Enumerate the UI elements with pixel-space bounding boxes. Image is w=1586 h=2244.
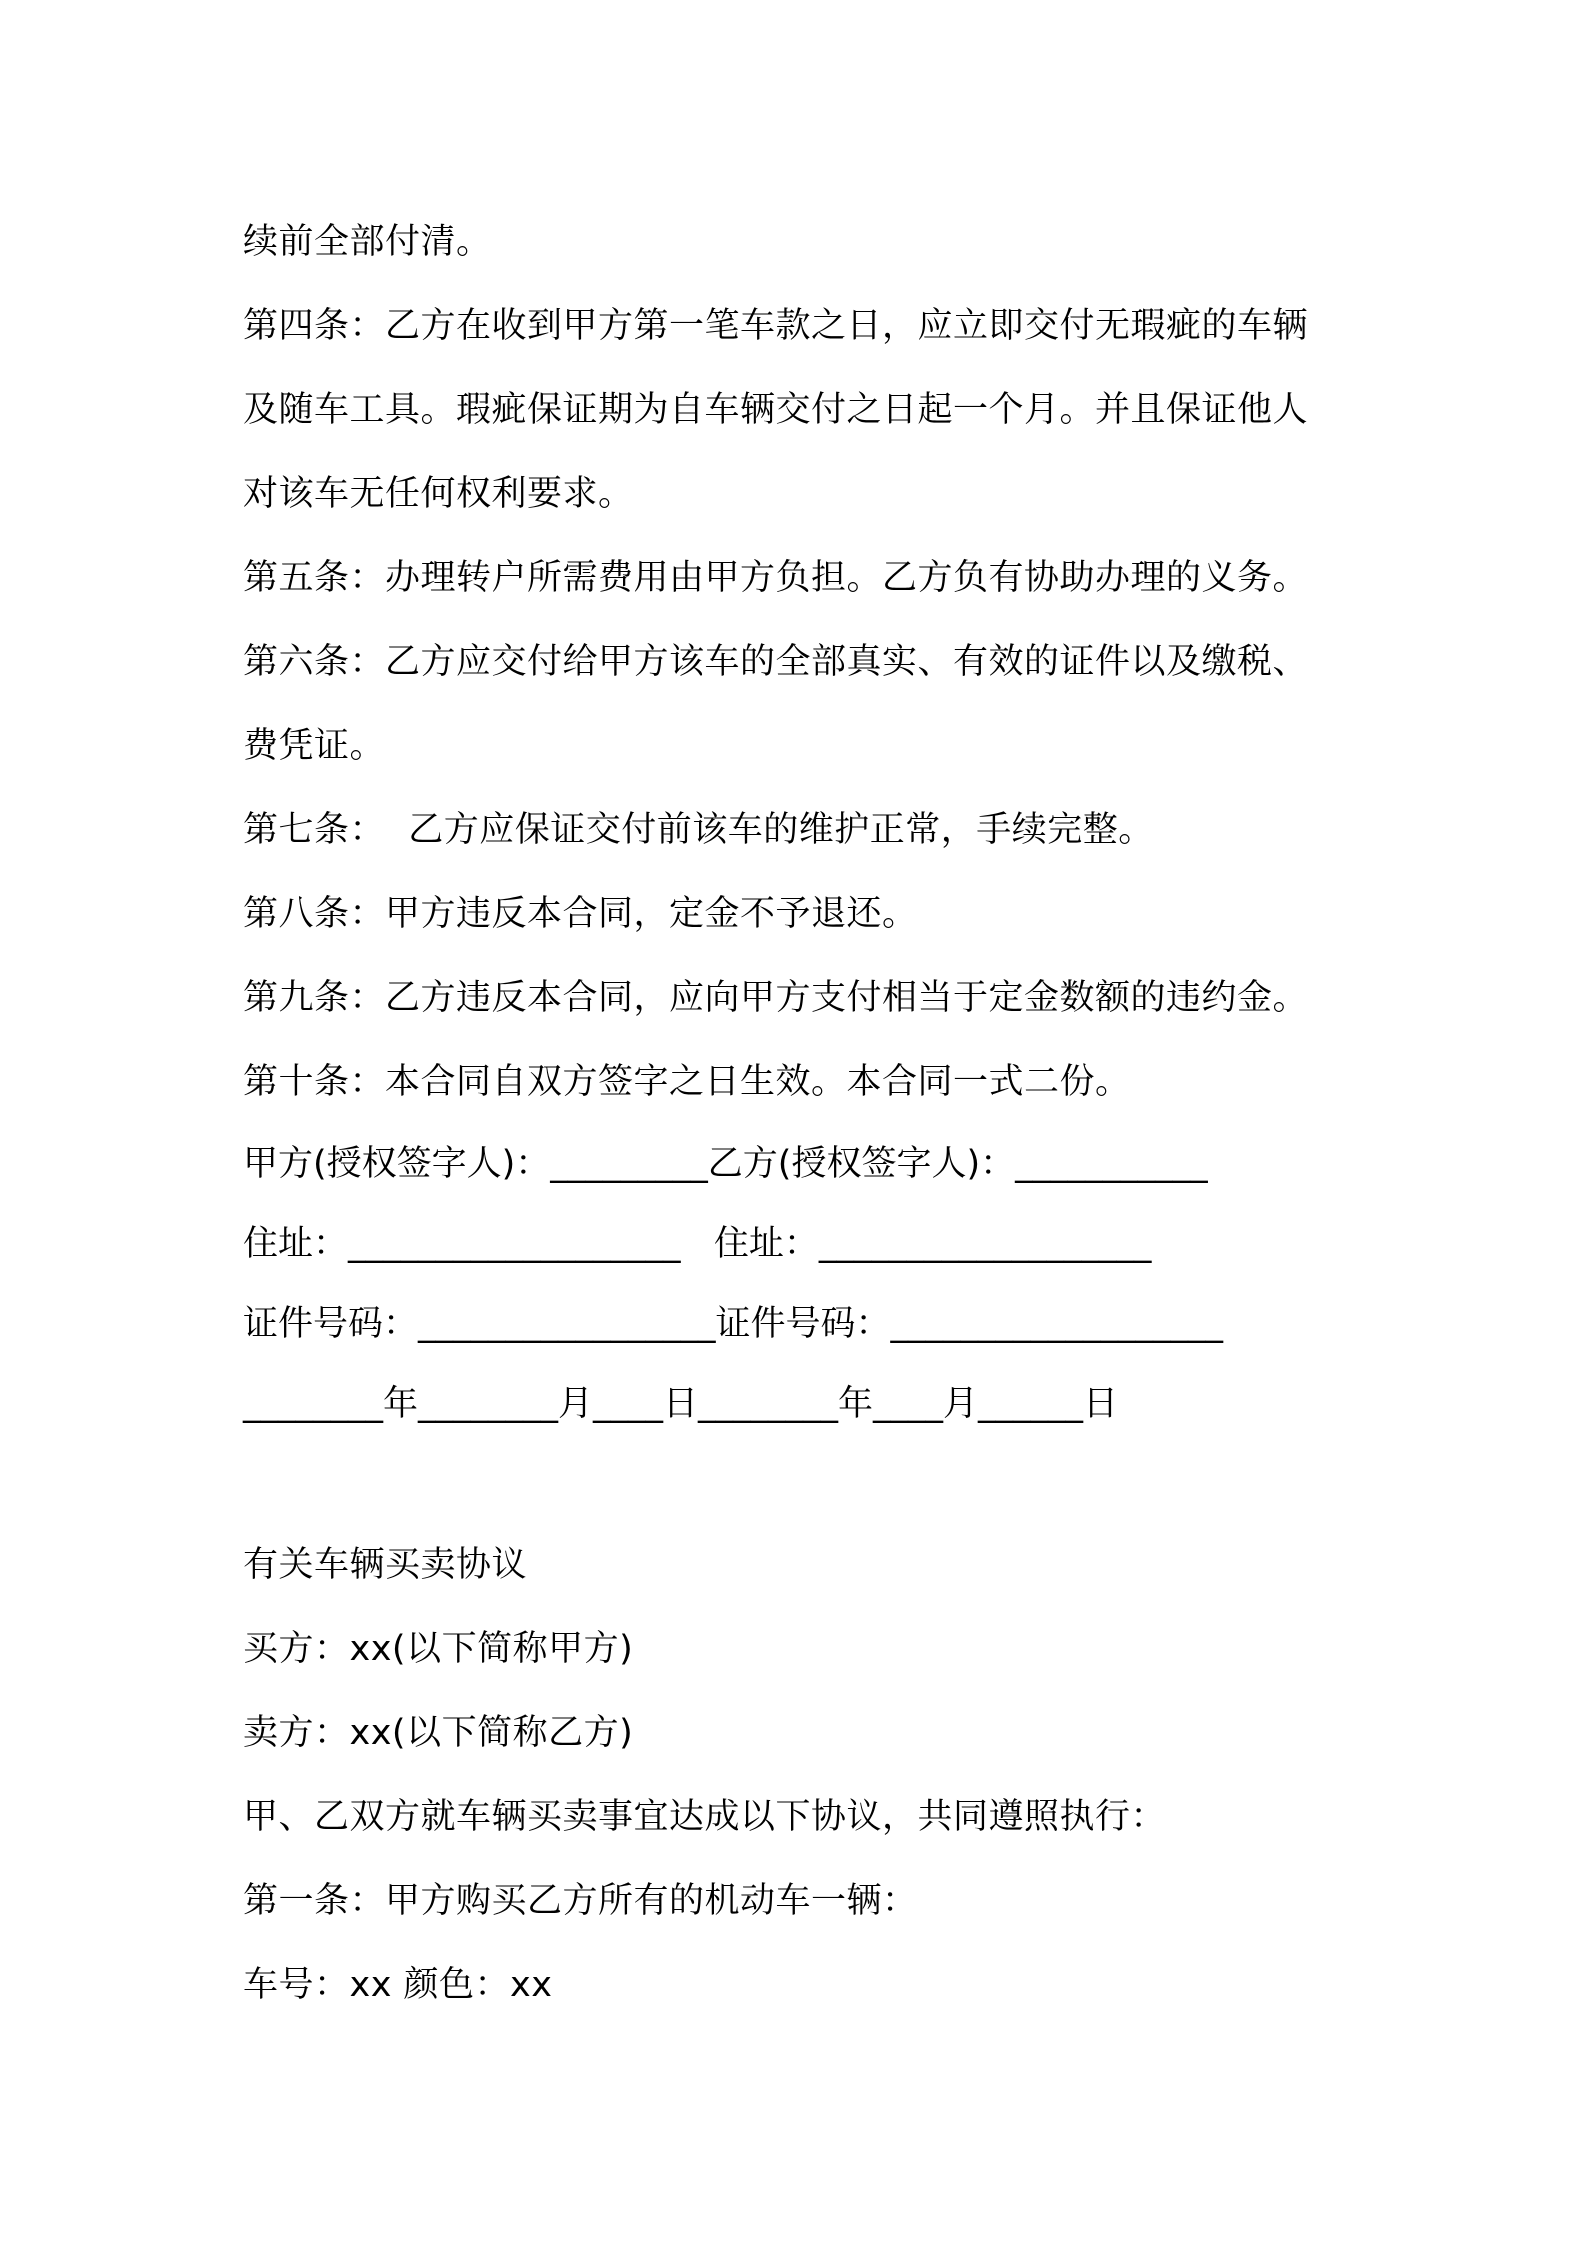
clause-6-line-1: 第六条：乙方应交付给甲方该车的全部真实、有效的证件以及缴税、 — [243, 642, 1309, 682]
contract-clauses — [243, 200, 1373, 1444]
agreement-intro: 甲、乙双方就车辆买卖事宜达成以下协议，共同遵照执行： — [243, 1797, 1167, 1837]
buyer-line: 买方：xx(以下简称甲方) — [243, 1629, 634, 1669]
vehicle-info: 车号：xx 颜色：xx — [243, 1965, 553, 2005]
clause-8: 第八条：甲方违反本合同，定金不予退还。 — [243, 894, 918, 934]
address-line: 住址：___________________ 住址：___________________ — [243, 1224, 1152, 1264]
signatory-line: 甲方(授权签字人)：_________乙方(授权签字人)：___________ — [243, 1144, 1208, 1184]
clause-4-line-3: 对该车无任何权利要求。 — [243, 474, 634, 514]
clause-4-line-1: 第四条：乙方在收到甲方第一笔车款之日，应立即交付无瑕疵的车辆 — [243, 306, 1309, 346]
clause-continuation: 续前全部付清。 — [243, 222, 492, 262]
clause-5: 第五条：办理转户所需费用由甲方负担。乙方负有协助办理的义务。 — [243, 558, 1309, 598]
article-1: 第一条：甲方购买乙方所有的机动车一辆： — [243, 1881, 918, 1921]
clause-7: 第七条： 乙方应保证交付前该车的维护正常，手续完整。 — [243, 810, 1154, 850]
agreement-title: 有关车辆买卖协议 — [243, 1545, 528, 1585]
clause-6-line-2: 费凭证。 — [243, 726, 386, 766]
date-line: ________年________月____日________年____月______日 — [243, 1384, 1119, 1424]
id-number-line: 证件号码：_________________证件号码：___________________ — [243, 1304, 1224, 1344]
clause-4-line-2: 及随车工具。瑕疵保证期为自车辆交付之日起一个月。并且保证他人 — [243, 390, 1309, 430]
clause-10: 第十条：本合同自双方签字之日生效。本合同一式二份。 — [243, 1062, 1131, 1102]
seller-line: 卖方：xx(以下简称乙方) — [243, 1713, 634, 1753]
clause-9: 第九条：乙方违反本合同，应向甲方支付相当于定金数额的违约金。 — [243, 978, 1309, 1018]
vehicle-agreement-section — [243, 1523, 1373, 2027]
